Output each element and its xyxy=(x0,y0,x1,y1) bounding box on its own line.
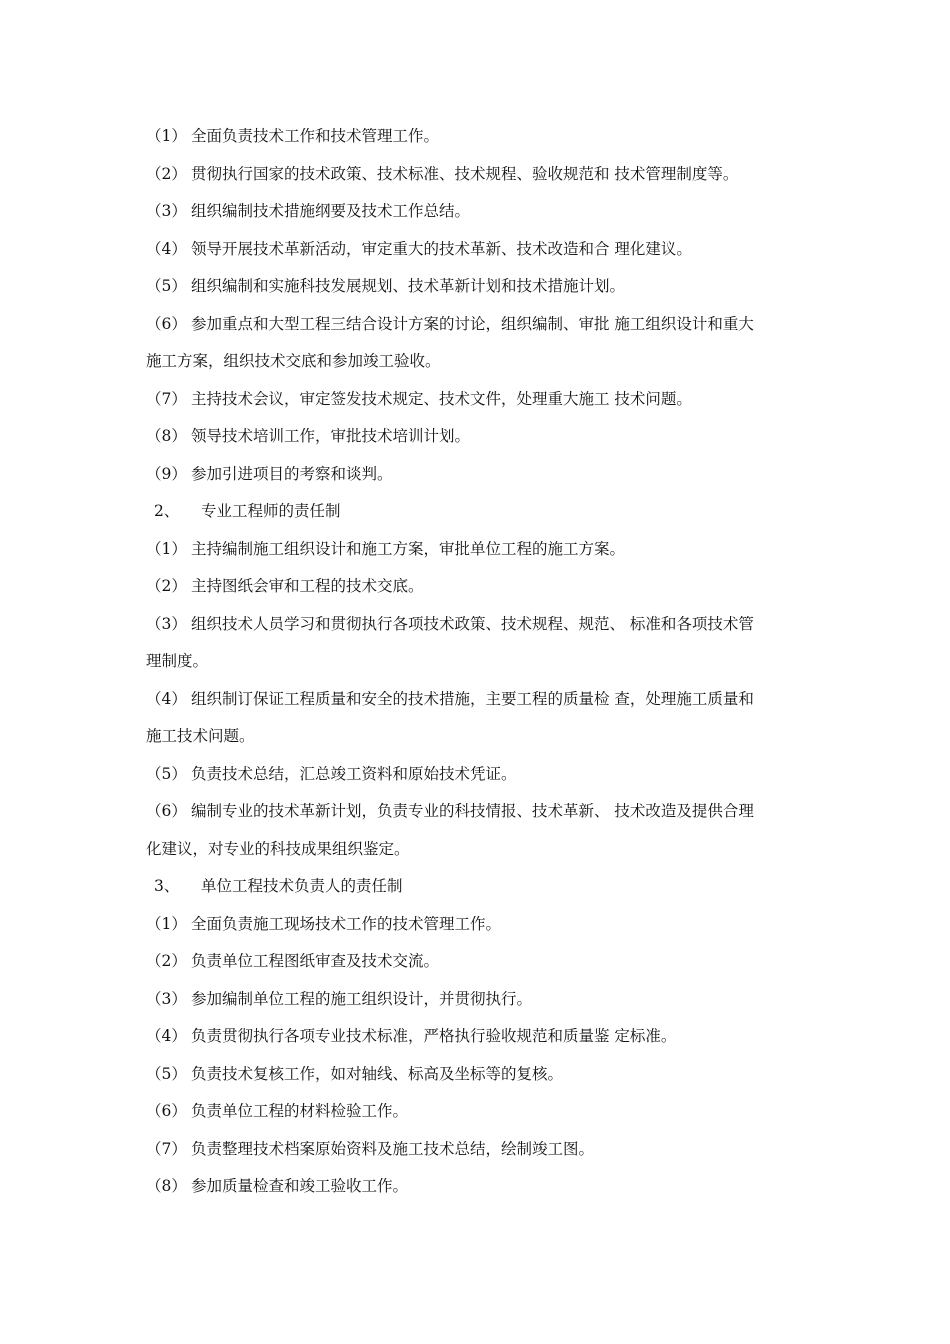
item-text: 负责单位工程的材料检验工作。 xyxy=(191,1102,409,1120)
section-title: 专业工程师的责任制 xyxy=(201,502,341,520)
list-item xyxy=(146,606,816,644)
item-number: （2） xyxy=(146,577,187,595)
item-number: （4） xyxy=(146,1027,187,1045)
item-text: 负责单位工程图纸审查及技术交流。 xyxy=(191,952,440,970)
item-text: 贯彻执行国家的技术政策、技术标准、技术规程、验收规范和 技术管理制度等。 xyxy=(191,164,739,183)
list-item-continuation xyxy=(146,718,816,756)
item-number: （1） xyxy=(146,127,187,145)
section-number: 2、 xyxy=(154,502,180,520)
item-number: （6） xyxy=(146,802,187,820)
list-item xyxy=(146,981,816,1019)
item-number: （9） xyxy=(146,464,187,483)
section-title: 单位工程技术负责人的责任制 xyxy=(201,877,403,895)
list-item xyxy=(146,1131,816,1169)
item-text: 参加重点和大型工程三结合设计方案的讨论，组织编制、审批 施工组织设计和重大 xyxy=(191,314,754,333)
item-text: 负责技术总结，汇总竣工资料和原始技术凭证。 xyxy=(191,764,517,783)
item-text: 理制度。 xyxy=(146,652,209,670)
item-text: 全面负责技术工作和技术管理工作。 xyxy=(191,127,440,145)
list-item xyxy=(146,793,816,831)
item-number: （7） xyxy=(146,1139,187,1158)
item-number: （7） xyxy=(146,389,187,408)
section-number: 3、 xyxy=(154,877,180,895)
item-number: （5） xyxy=(146,1064,187,1083)
item-text: 参加编制单位工程的施工组织设计，并贯彻执行。 xyxy=(191,989,533,1008)
list-item xyxy=(146,1168,816,1206)
item-number: （8） xyxy=(146,1177,187,1195)
list-item xyxy=(146,756,816,794)
item-text: 施工方案，组织技术交底和参加竣工验收。 xyxy=(146,352,441,370)
list-item xyxy=(146,381,816,419)
item-text: 主持编制施工组织设计和施工方案，审批单位工程的施工方案。 xyxy=(191,539,626,558)
item-text: 组织技术人员学习和贯彻执行各项技术政策、技术规程、规范、 标准和各项技术管 xyxy=(191,614,754,633)
item-text: 施工技术问题。 xyxy=(146,727,255,745)
document-body xyxy=(146,118,816,1206)
item-text: 主持技术会议，审定签发技术规定、技术文件，处理重大施工 技术问题。 xyxy=(191,389,692,408)
list-item xyxy=(146,156,816,194)
item-text: 组织编制技术措施纲要及技术工作总结。 xyxy=(191,202,471,220)
item-number: （6） xyxy=(146,314,187,333)
list-item xyxy=(146,568,816,606)
item-number: （5） xyxy=(146,764,187,783)
item-text: 组织编制和实施科技发展规划、技术革新计划和技术措施计划。 xyxy=(191,277,626,295)
item-text: 领导技术培训工作，审批技术培训计划。 xyxy=(191,427,471,445)
item-number: （4） xyxy=(146,689,187,708)
item-number: （3） xyxy=(146,989,187,1008)
list-item-continuation xyxy=(146,643,816,681)
list-item xyxy=(146,456,816,494)
item-text: 组织制订保证工程质量和安全的技术措施，主要工程的质量检 查，处理施工质量和 xyxy=(191,689,754,708)
item-number: （2） xyxy=(146,164,187,183)
item-text: 负责技术复核工作，如对轴线、标高及坐标等的复核。 xyxy=(191,1064,564,1083)
item-number: （1） xyxy=(146,914,187,933)
list-item xyxy=(146,906,816,944)
list-item xyxy=(146,1056,816,1094)
list-item-continuation xyxy=(146,831,816,869)
item-text: 参加质量检查和竣工验收工作。 xyxy=(191,1177,409,1195)
item-number: （6） xyxy=(146,1102,187,1120)
item-text: 主持图纸会审和工程的技术交底。 xyxy=(191,577,424,595)
item-text: 化建议，对专业的科技成果组织鉴定。 xyxy=(146,839,410,858)
item-number: （1） xyxy=(146,539,187,558)
list-item xyxy=(146,118,816,156)
list-item xyxy=(146,681,816,719)
section-heading xyxy=(146,868,816,906)
list-item xyxy=(146,943,816,981)
item-text: 参加引进项目的考察和谈判。 xyxy=(191,464,393,483)
item-number: （3） xyxy=(146,202,187,220)
item-number: （8） xyxy=(146,427,187,445)
list-item xyxy=(146,193,816,231)
item-number: （5） xyxy=(146,277,187,295)
list-item xyxy=(146,531,816,569)
list-item xyxy=(146,1093,816,1131)
item-number: （3） xyxy=(146,614,187,633)
item-text: 领导开展技术革新活动，审定重大的技术革新、技术改造和合 理化建议。 xyxy=(191,239,692,258)
list-item-continuation xyxy=(146,343,816,381)
item-text: 负责整理技术档案原始资料及施工技术总结，绘制竣工图。 xyxy=(191,1139,595,1158)
item-number: （2） xyxy=(146,952,187,970)
item-text: 全面负责施工现场技术工作的技术管理工作。 xyxy=(191,914,502,933)
item-number: （4） xyxy=(146,239,187,258)
list-item xyxy=(146,1018,816,1056)
list-item xyxy=(146,231,816,269)
item-text: 编制专业的技术革新计划，负责专业的科技情报、技术革新、 技术改造及提供合理 xyxy=(191,802,754,820)
section-heading xyxy=(146,493,816,531)
list-item xyxy=(146,418,816,456)
list-item xyxy=(146,306,816,344)
list-item xyxy=(146,268,816,306)
item-text: 负责贯彻执行各项专业技术标准，严格执行验收规范和质量鉴 定标准。 xyxy=(191,1027,677,1045)
